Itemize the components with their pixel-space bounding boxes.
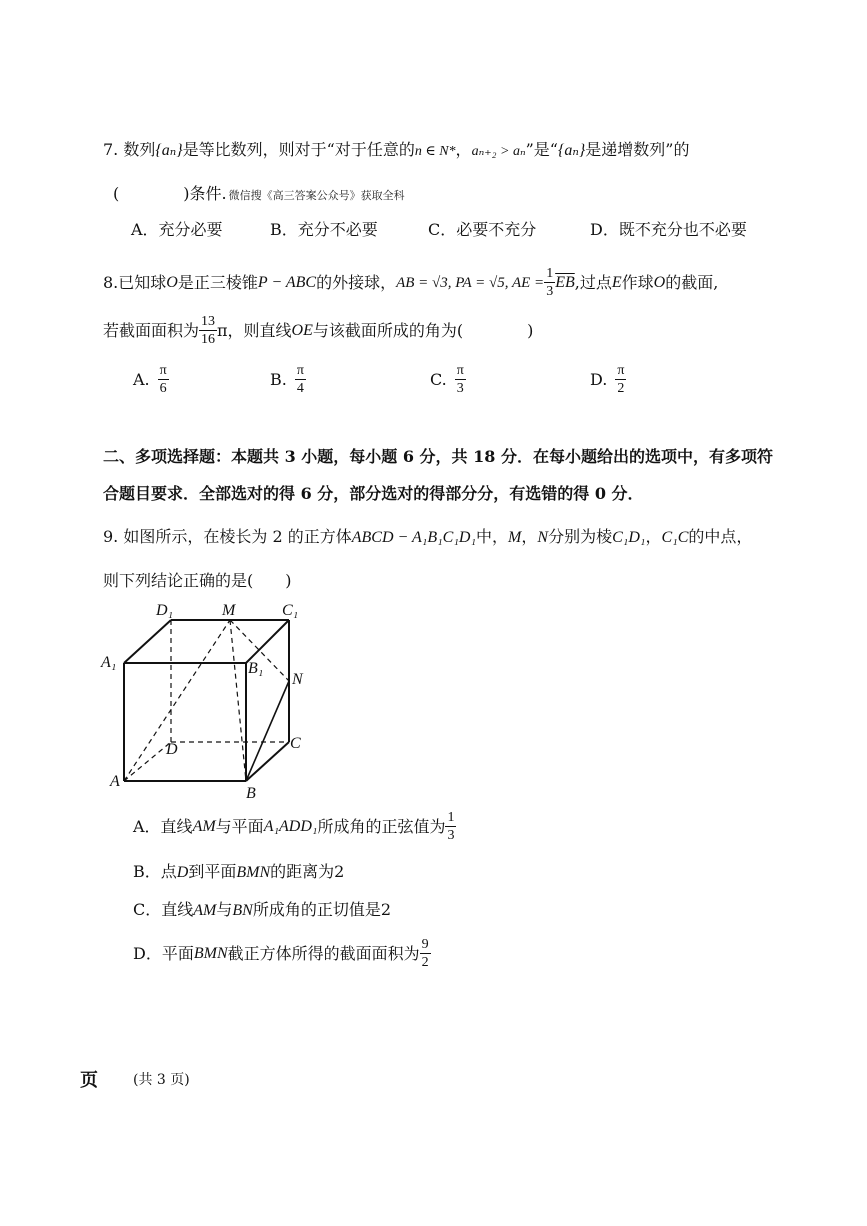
fraction-denominator: 2 bbox=[617, 381, 625, 396]
vertex-label-b1: B₁ bbox=[248, 660, 264, 677]
fraction-numerator: π bbox=[159, 363, 167, 378]
q7-text: ， bbox=[455, 140, 472, 159]
q9-cube-name: ABCD − A₁B₁C₁D₁ bbox=[351, 529, 477, 546]
q8-math: P − ABC bbox=[257, 273, 317, 291]
fraction-numerator: 1 bbox=[546, 266, 554, 281]
q8-option-b bbox=[270, 362, 306, 397]
q9-option-c bbox=[133, 899, 391, 922]
q8-math: O bbox=[166, 273, 178, 291]
edge-a1d1 bbox=[124, 620, 171, 663]
option-value: 2 bbox=[334, 862, 345, 881]
footer-total-pages: (共 3 页) bbox=[133, 1072, 190, 1088]
q7-text: 数列 bbox=[123, 140, 156, 159]
q8-math: OE bbox=[291, 321, 313, 339]
option-math: D bbox=[176, 864, 189, 881]
option-math: BMN bbox=[236, 864, 271, 881]
fraction-denominator: 16 bbox=[201, 332, 216, 347]
option-fraction bbox=[295, 362, 306, 397]
q8-text: 作球 bbox=[621, 272, 654, 292]
option-text: C．直线 bbox=[133, 900, 194, 919]
fraction-numerator: 13 bbox=[201, 314, 216, 329]
option-fraction bbox=[420, 936, 431, 971]
q8-option-a bbox=[133, 362, 169, 397]
option-text: B．点 bbox=[133, 862, 177, 881]
option-text: 截正方体所得的截面面积为 bbox=[227, 943, 420, 963]
segment-mb-hidden bbox=[230, 620, 246, 781]
q7-sequence: {aₙ} bbox=[558, 142, 586, 159]
q8-option-d bbox=[590, 362, 626, 397]
vertex-label-c1: C₁ bbox=[282, 602, 299, 619]
fraction-denominator: 6 bbox=[159, 381, 167, 396]
q9-text: 如图所示，在棱长为 2 的正方体 bbox=[123, 527, 352, 546]
option-math: AM bbox=[193, 902, 217, 919]
q9-text: ， bbox=[645, 527, 662, 546]
q9-math: C₁C bbox=[661, 529, 689, 546]
option-text: A．直线 bbox=[133, 816, 193, 836]
q8-math: π bbox=[217, 320, 228, 340]
option-text: 到平面 bbox=[188, 862, 237, 881]
q8-math: E bbox=[611, 273, 622, 291]
option-label: A. bbox=[133, 369, 150, 389]
q9-math: C₁D₁ bbox=[612, 529, 646, 546]
edge-ad-hidden bbox=[124, 742, 171, 781]
option-fraction bbox=[445, 809, 456, 844]
footer-page: 页 bbox=[80, 1070, 98, 1091]
option-text: 与平面 bbox=[215, 816, 264, 836]
section2-header-line2: 合题目要求．全部选对的得 6 分，部分选对的得部分分，有选错的得 0 分． bbox=[103, 484, 644, 503]
cube-figure bbox=[100, 596, 330, 804]
option-text: 与 bbox=[216, 900, 233, 919]
vertex-label-d1: D₁ bbox=[156, 602, 174, 619]
fraction-denominator: 3 bbox=[447, 828, 455, 843]
fraction-numerator: 9 bbox=[421, 937, 429, 952]
segment-bn bbox=[246, 681, 289, 781]
q9-math: M bbox=[508, 529, 522, 546]
fraction-denominator: 2 bbox=[421, 955, 429, 970]
point-label-n: N bbox=[292, 671, 303, 688]
answer-blank: ( ) bbox=[113, 184, 190, 203]
q8-line1 bbox=[103, 265, 718, 300]
fraction-denominator: 3 bbox=[456, 381, 464, 396]
q8-math: O bbox=[653, 273, 666, 291]
option-math: AM bbox=[192, 817, 216, 835]
q8-text: ,过点 bbox=[574, 272, 612, 292]
q7-text: ”是“ bbox=[525, 140, 558, 159]
option-math: BN bbox=[232, 902, 253, 919]
vertex-label-d: D bbox=[166, 741, 178, 758]
q9-option-b bbox=[133, 861, 344, 884]
edge-b1c1 bbox=[246, 620, 289, 663]
q9-text: 的中点， bbox=[688, 527, 753, 546]
vertex-label-a: A bbox=[110, 773, 120, 790]
option-fraction bbox=[158, 362, 169, 397]
q7-option-c: C．必要不充分 bbox=[428, 220, 537, 239]
q7-condition-inequality: aₙ₊₂ > aₙ bbox=[471, 144, 526, 159]
watermark-text: 微信搜《高三答案公众号》获取全科 bbox=[228, 189, 405, 202]
option-math: BMN bbox=[193, 944, 228, 962]
fraction-denominator: 4 bbox=[296, 381, 304, 396]
vertex-label-b: B bbox=[246, 785, 256, 802]
q7-option-a: A．充分必要 bbox=[131, 220, 223, 239]
q9-text: ， bbox=[521, 527, 538, 546]
q8-vector-eb: $\overline{EB}$ bbox=[555, 273, 575, 291]
q9-math: N bbox=[537, 529, 549, 546]
q8-text: 已知球 bbox=[118, 272, 167, 292]
option-value: 2 bbox=[380, 900, 392, 919]
option-text: 所成角的正切值是 bbox=[252, 900, 381, 919]
q8-fraction bbox=[544, 265, 555, 300]
q7-text: 是递增数列”的 bbox=[585, 140, 690, 159]
q9-text: 分别为棱 bbox=[548, 527, 613, 546]
q8-line2 bbox=[103, 313, 533, 348]
section2-header-line1: 二、多项选择题：本题共 3 小题，每小题 6 分，共 18 分．在每小题给出的选项中，有多项符 bbox=[103, 447, 773, 466]
q8-text: ，则直线 bbox=[227, 320, 292, 340]
q9-line1 bbox=[103, 526, 752, 549]
q8-text: 若截面面积为 bbox=[103, 320, 200, 340]
option-text: 所成角的正弦值为 bbox=[317, 816, 446, 836]
q9-option-a bbox=[133, 809, 456, 844]
edge-bc bbox=[246, 742, 289, 781]
option-label: D. bbox=[590, 369, 608, 389]
q7-sequence: {aₙ} bbox=[155, 142, 183, 159]
option-text: D．平面 bbox=[133, 943, 194, 963]
fraction-numerator: 1 bbox=[447, 810, 455, 825]
q7-option-d: D．既不充分也不必要 bbox=[590, 220, 747, 239]
option-fraction bbox=[615, 362, 626, 397]
q7-line2 bbox=[113, 183, 405, 207]
q8-option-c bbox=[430, 362, 466, 397]
option-label: B. bbox=[270, 369, 287, 389]
q7-option-b: B．充分不必要 bbox=[270, 220, 378, 239]
option-fraction bbox=[455, 362, 466, 397]
q7-text: 是等比数列，则对于“对于任意的 bbox=[182, 140, 415, 159]
vertex-label-a1: A₁ bbox=[101, 654, 117, 671]
q8-text: 的外接球， bbox=[316, 272, 397, 292]
option-text: 的距离为 bbox=[270, 862, 335, 881]
q8-text: 是正三棱锥 bbox=[177, 272, 258, 292]
q9-line2: 则下列结论正确的是( ) bbox=[103, 571, 292, 590]
fraction-denominator: 3 bbox=[546, 284, 554, 299]
q7-condition-n: n ∈ N* bbox=[414, 144, 456, 159]
q9-option-d bbox=[133, 936, 431, 971]
option-math: A₁ADD₁ bbox=[263, 817, 318, 835]
point-label-m: M bbox=[222, 602, 236, 619]
fraction-numerator: π bbox=[456, 363, 464, 378]
q9-number: 9. bbox=[103, 527, 119, 546]
q8-text: 与该截面所成的角为( ) bbox=[312, 320, 534, 340]
q8-number: 8. bbox=[103, 272, 119, 292]
q7-line1 bbox=[103, 139, 689, 163]
q8-area-fraction bbox=[199, 313, 217, 348]
q8-lengths: AB = √3, PA = √5, AE = bbox=[396, 274, 545, 291]
fraction-numerator: π bbox=[296, 363, 304, 378]
option-label: C. bbox=[430, 369, 447, 389]
q7-number: 7. bbox=[103, 140, 119, 159]
q9-text: 中， bbox=[476, 527, 509, 546]
q8-text: 的截面, bbox=[665, 272, 719, 292]
q7-text: 条件. bbox=[189, 184, 227, 203]
vertex-label-c: C bbox=[290, 735, 301, 752]
fraction-numerator: π bbox=[617, 363, 625, 378]
